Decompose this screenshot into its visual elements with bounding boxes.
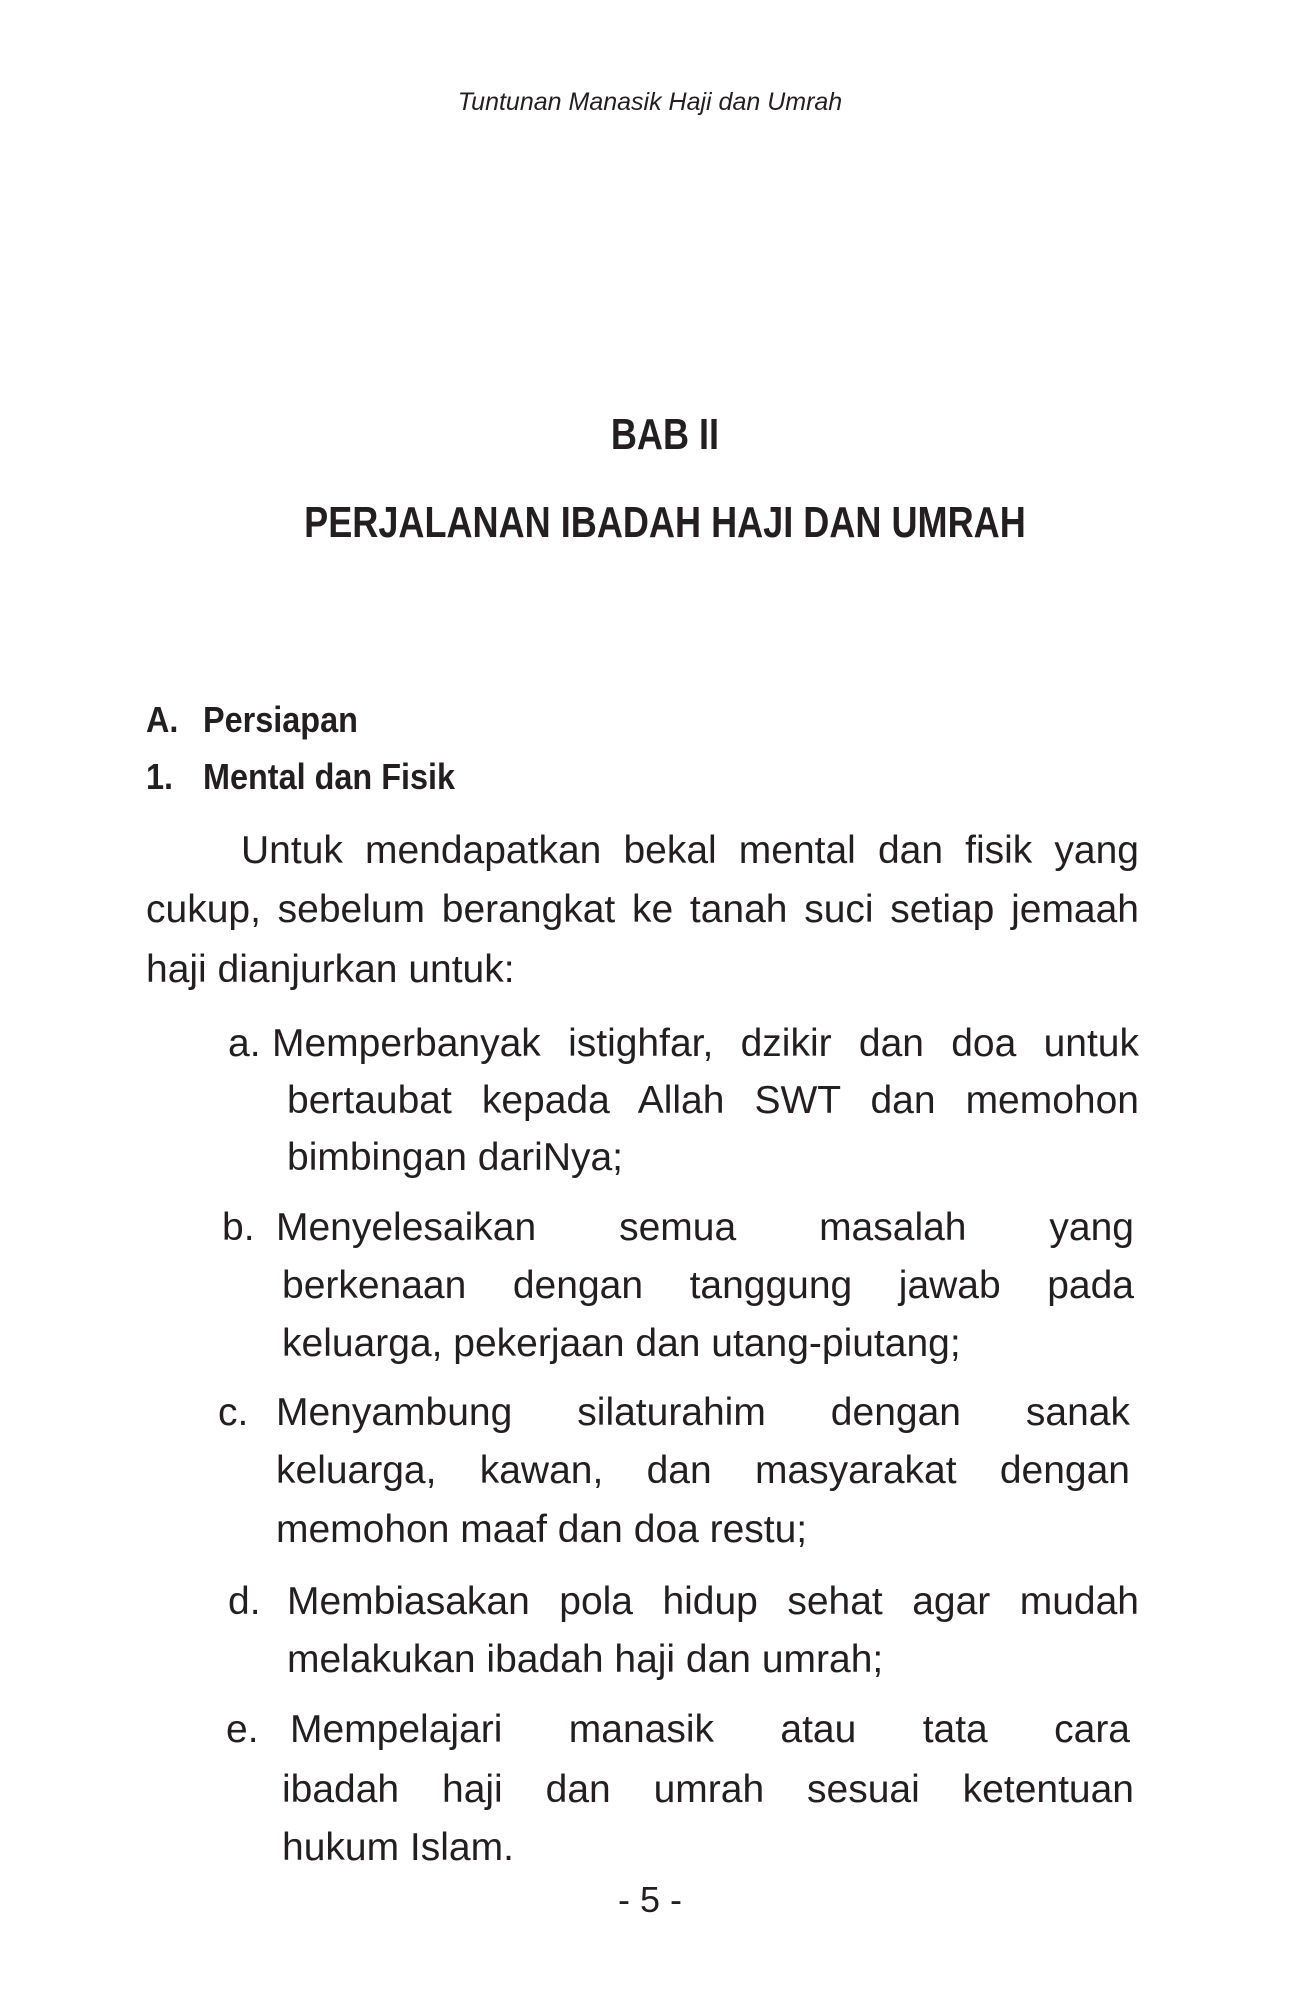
list-item-line: keluarga, kawan, dan masyarakat dengan <box>276 1449 1130 1492</box>
chapter-title: PERJALANAN IBADAH HAJI DAN UMRAH <box>304 498 1026 547</box>
list-item-line: ibadah haji dan umrah sesuai ketentuan <box>282 1768 1134 1811</box>
list-item-line: bertaubat kepada Allah SWT dan memohon <box>287 1079 1139 1122</box>
list-item-line: bimbingan dariNya; <box>287 1136 624 1179</box>
list-item-line: Memperbanyak istighfar, dzikir dan doa untuk <box>272 1022 1139 1065</box>
list-marker: d. <box>228 1580 261 1623</box>
intro-line: haji dianjurkan untuk: <box>146 948 515 991</box>
intro-line: cukup, sebelum berangkat ke tanah suci setiap jemaah <box>146 888 1139 931</box>
list-marker: c. <box>218 1391 249 1434</box>
subsection-title: Mental dan Fisik <box>203 756 456 797</box>
intro-line: Untuk mendapatkan bekal mental dan fisik yang <box>241 829 1139 872</box>
list-item-line: melakukan ibadah haji dan umrah; <box>287 1638 884 1681</box>
section-marker: A. <box>146 699 179 740</box>
page-number: - 5 - <box>617 1879 682 1920</box>
subsection-marker: 1. <box>146 756 174 797</box>
section-title: Persiapan <box>203 699 358 740</box>
list-item-line: Membiasakan pola hidup sehat agar mudah <box>287 1580 1139 1623</box>
running-title: Tuntunan Manasik Haji dan Umrah <box>457 88 843 116</box>
list-item-line: keluarga, pekerjaan dan utang-piutang; <box>282 1322 961 1365</box>
list-item-line: Mempelajari manasik atau tata cara <box>290 1708 1130 1751</box>
list-item-line: memohon maaf dan doa restu; <box>276 1508 808 1551</box>
list-item-line: Menyambung silaturahim dengan sanak <box>276 1391 1130 1434</box>
chapter-label: BAB II <box>610 410 720 459</box>
list-marker: b. <box>222 1206 255 1249</box>
list-item-line: Menyelesaikan semua masalah yang <box>276 1206 1134 1249</box>
list-marker: a. <box>228 1022 261 1065</box>
list-marker: e. <box>226 1708 259 1751</box>
list-item-line: hukum Islam. <box>282 1826 514 1869</box>
list-item-line: berkenaan dengan tanggung jawab pada <box>282 1264 1134 1307</box>
